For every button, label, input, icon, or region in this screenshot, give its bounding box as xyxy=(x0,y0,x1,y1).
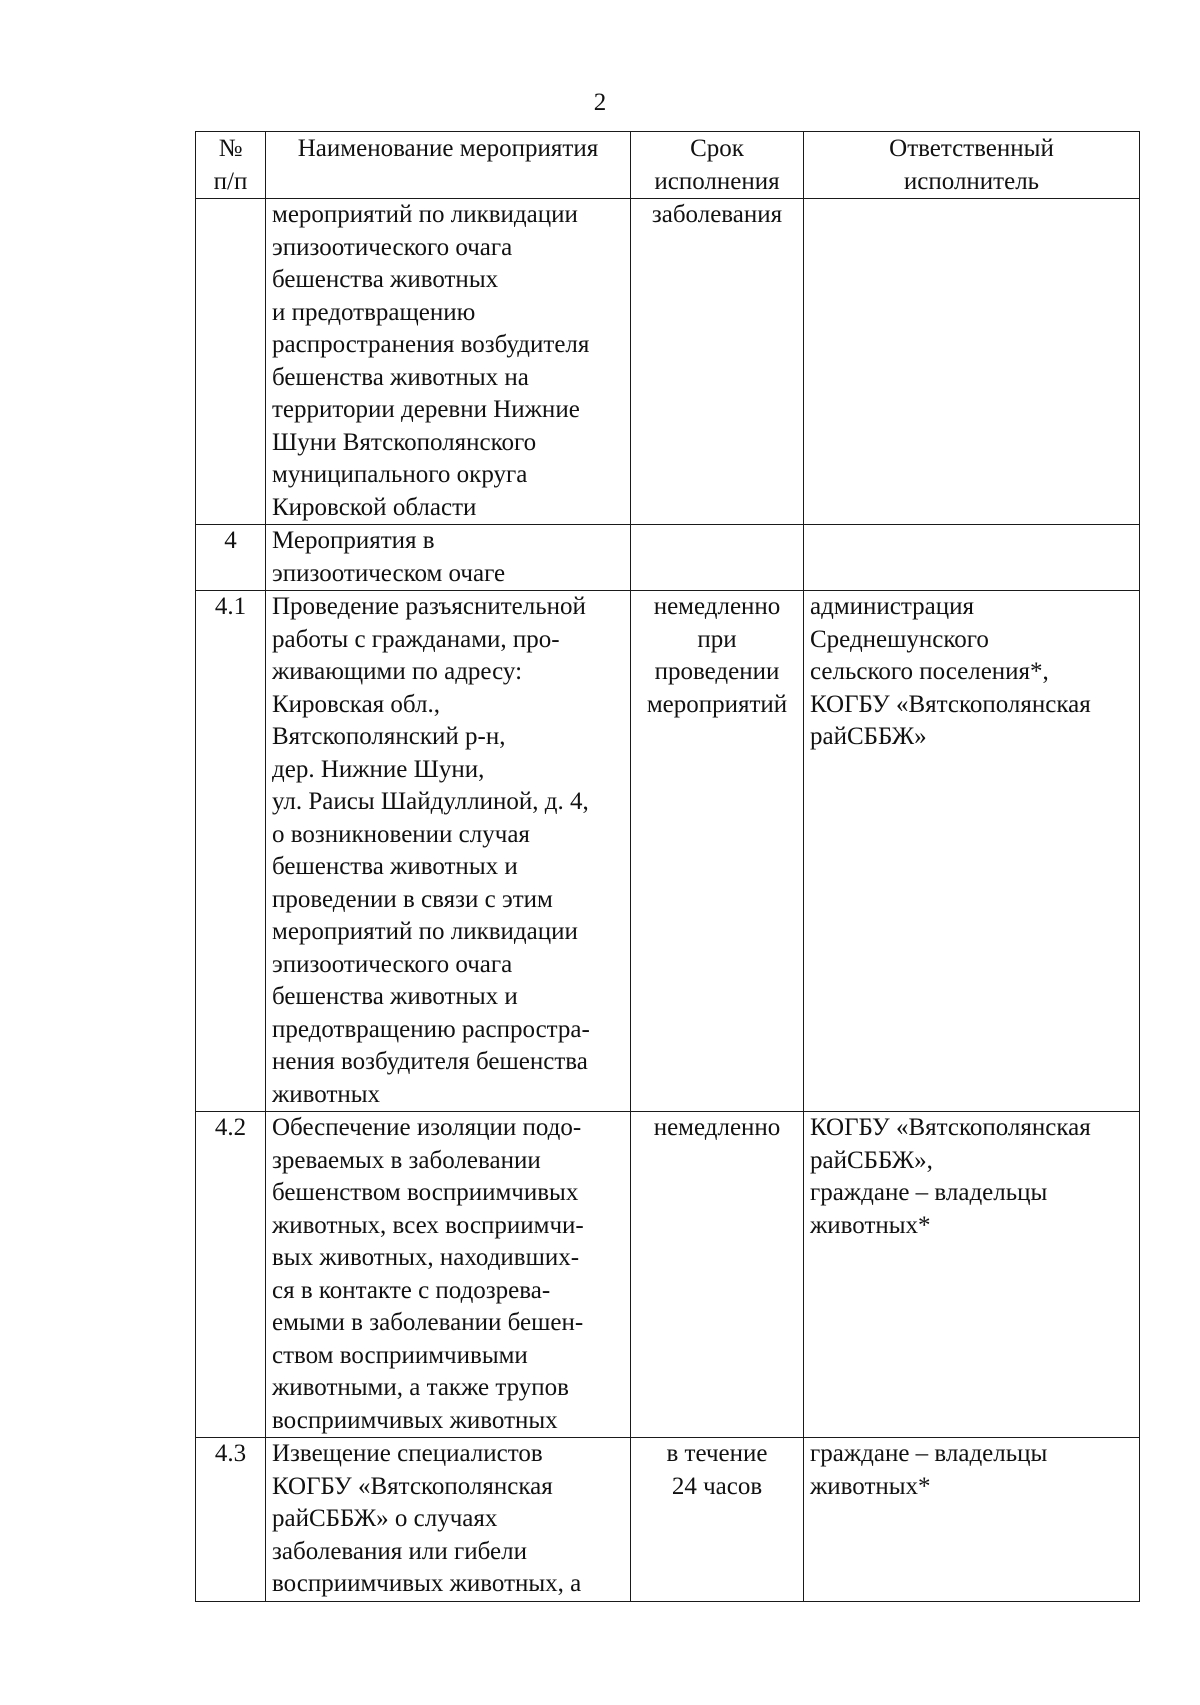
cell-text-line: мероприятий xyxy=(646,690,788,718)
header-line: Ответственный xyxy=(889,135,1054,162)
table-row xyxy=(196,1438,1140,1602)
cell-text-line: проведении в связи с этим xyxy=(272,885,553,913)
cell-text-line: в течение xyxy=(666,1440,768,1467)
row-name-cell xyxy=(266,591,631,1112)
cell-text-line: эпизоотического очага xyxy=(272,950,513,978)
cell-text-line: немедленно xyxy=(653,1114,781,1141)
cell-text-line: работы с гражданами, про- xyxy=(272,625,560,653)
table-row xyxy=(196,591,1140,1112)
row-number-cell: 4.2 xyxy=(196,1112,266,1438)
cell-text-line: при xyxy=(697,625,737,653)
cell-text-line: граждане – владельцы xyxy=(810,1179,1048,1206)
row-name-cell xyxy=(266,199,631,525)
cell-text-line: емыми в заболевании бешен- xyxy=(272,1309,584,1336)
row-name-cell xyxy=(266,1438,631,1602)
cell-text-line: дер. Нижние Шуни, xyxy=(272,755,485,783)
header-number xyxy=(196,132,266,199)
table-row xyxy=(196,1112,1140,1438)
cell-text-line: бешенства животных и xyxy=(272,853,518,880)
cell-text-line: райСББЖ» о случаях xyxy=(272,1505,498,1532)
cell-text-line: бешенства животных и xyxy=(272,983,518,1010)
row-responsible-cell xyxy=(804,1438,1140,1602)
cell-text-line: заболевания или гибели xyxy=(272,1537,527,1565)
cell-text-line: 24 часов xyxy=(671,1472,763,1500)
cell-text-line: ся в контакте с подозрева- xyxy=(272,1276,551,1304)
cell-text-line: животных* xyxy=(810,1211,931,1239)
cell-text-line: Среднешунского xyxy=(810,625,989,653)
cell-text-line: бешенства животных xyxy=(272,266,499,293)
table-header-row xyxy=(196,132,1140,199)
header-line: исполнения xyxy=(654,167,780,195)
cell-text-line: животных, всех восприимчи- xyxy=(272,1211,584,1239)
cell-text-line: немедленно xyxy=(653,593,781,620)
row-responsible-cell xyxy=(804,1112,1140,1438)
cell-text-line: предотвращению распростра- xyxy=(272,1015,590,1043)
table-row xyxy=(196,525,1140,591)
cell-text-line: территории деревни Нижние xyxy=(272,396,580,423)
header-line: № xyxy=(218,135,243,162)
cell-text-line: и предотвращению xyxy=(272,298,476,326)
cell-text-line: муниципального округа xyxy=(272,461,528,488)
page-number: 2 xyxy=(593,89,607,116)
row-term-cell xyxy=(631,1112,804,1438)
cell-text-line: о возникновении случая xyxy=(272,820,530,848)
cell-text-line: Извещение специалистов xyxy=(272,1440,543,1467)
cell-text-line: КОГБУ «Вятскополянская xyxy=(810,690,1091,718)
cell-text-line: животными, а также трупов xyxy=(272,1374,569,1401)
cell-text-line: Кировская обл., xyxy=(272,690,440,718)
cell-text-line: зреваемых в заболевании xyxy=(272,1146,541,1174)
row-name-cell xyxy=(266,525,631,591)
cell-text-line: восприимчивых животных, а xyxy=(272,1570,582,1597)
cell-text-line: Проведение разъяснительной xyxy=(272,593,586,620)
header-line: Срок xyxy=(690,135,744,162)
cell-text-line: эпизоотическом очаге xyxy=(272,559,506,587)
row-number-cell xyxy=(196,199,266,525)
cell-text-line: граждане – владельцы xyxy=(810,1440,1048,1467)
cell-text-line: Шуни Вятскополянского xyxy=(272,428,537,456)
row-responsible-cell xyxy=(804,591,1140,1112)
cell-text-line: мероприятий по ликвидации xyxy=(272,201,578,228)
row-term-cell xyxy=(631,525,804,591)
row-term-cell xyxy=(631,1438,804,1602)
row-number-cell: 4.1 xyxy=(196,591,266,1112)
cell-text-line: животных xyxy=(272,1080,381,1108)
header-term xyxy=(631,132,804,199)
cell-text-line: мероприятий по ликвидации xyxy=(272,918,578,945)
header-line: исполнитель xyxy=(903,167,1040,195)
cell-text-line: райСББЖ», xyxy=(810,1146,933,1174)
row-number-cell: 4 xyxy=(196,525,266,591)
row-responsible-cell xyxy=(804,525,1140,591)
row-name-cell xyxy=(266,1112,631,1438)
header-line: Наименование мероприятия xyxy=(297,135,599,162)
cell-text-line: восприимчивых животных xyxy=(272,1406,558,1434)
cell-text-line: Мероприятия в xyxy=(272,527,435,554)
cell-text-line: распространения возбудителя xyxy=(272,331,590,358)
header-name xyxy=(266,132,631,199)
cell-text-line: КОГБУ «Вятскополянская xyxy=(810,1114,1091,1141)
cell-text-line: животных* xyxy=(810,1472,931,1500)
cell-text-line: ством восприимчивыми xyxy=(272,1341,528,1369)
measures-table xyxy=(195,131,1140,1602)
table-row xyxy=(196,199,1140,525)
cell-text-line: КОГБУ «Вятскополянская xyxy=(272,1472,553,1500)
cell-text-line: проведении xyxy=(654,658,780,685)
cell-text-line: Обеспечение изоляции подо- xyxy=(272,1114,582,1141)
cell-text-line: администрация xyxy=(810,593,974,620)
cell-text-line: вых животных, находивших- xyxy=(272,1244,580,1271)
row-term-cell xyxy=(631,591,804,1112)
row-responsible-cell xyxy=(804,199,1140,525)
row-number-cell: 4.3 xyxy=(196,1438,266,1602)
cell-text-line: эпизоотического очага xyxy=(272,233,513,261)
cell-text-line: ул. Раисы Шайдуллиной, д. 4, xyxy=(272,788,589,815)
cell-text-line: сельского поселения*, xyxy=(810,658,1049,685)
cell-text-line: нения возбудителя бешенства xyxy=(272,1048,588,1075)
row-term-cell xyxy=(631,199,804,525)
header-line: п/п xyxy=(213,167,248,195)
cell-text-line: заболевания xyxy=(651,201,783,228)
cell-text-line: райСББЖ» xyxy=(810,723,927,750)
header-responsible xyxy=(804,132,1140,199)
cell-text-line: бешенством восприимчивых xyxy=(272,1179,579,1206)
cell-text-line: живающими по адресу: xyxy=(272,658,523,685)
cell-text-line: Кировской области xyxy=(272,493,477,521)
cell-text-line: Вятскополянский р-н, xyxy=(272,723,506,750)
cell-text-line: бешенства животных на xyxy=(272,363,529,391)
